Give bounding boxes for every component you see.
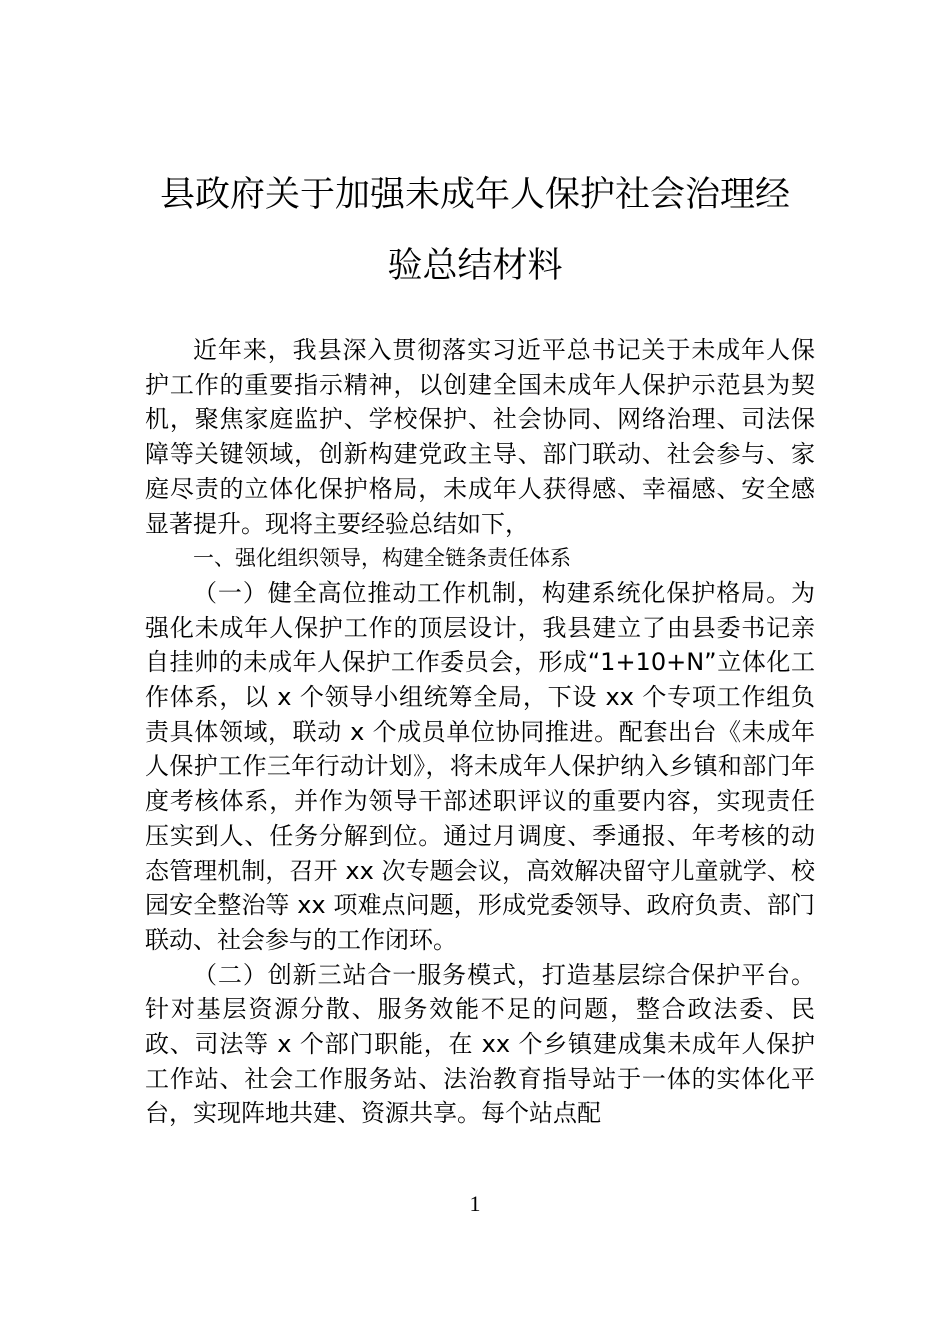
intro-paragraph: 近年来，我县深入贯彻落实习近平总书记关于未成年人保护工作的重要指示精神，以创建全国未成年人保护示范县为契机，聚焦家庭监护、学校保护、社会协同、网络治理、司法保障等关键领域，创新构建党政主导、部门联动、社会参与、家庭尽责的立体化保护格局，未成年人获得感、幸福感、安全感显著提升。现将主要经验总结如下， [145,336,815,538]
document-title-line-2: 验总结材料 [387,246,563,286]
document-title-line-1: 县政府关于加强未成年人保护社会治理经 [159,175,790,215]
subsection-paragraph-2: （二）创新三站合一服务模式，打造基层综合保护平台。针对基层资源分散、服务效能不足的问题，整合政法委、民政、司法等 x 个部门职能，在 xx 个乡镇建成集未成年人保护工作站、社会工作服务站、法治教育指导站于一体的实体化平台，实现阵地共建、资源共享。每个站点配 [145,960,815,1128]
subsection-paragraph-1: （一）健全高位推动工作机制，构建系统化保护格局。为强化未成年人保护工作的顶层设计，我县建立了由县委书记亲自挂帅的未成年人保护工作委员会，形成“1+10+N”立体化工作体系，以 x 个领导小组统筹全局，下设 xx 个专项工作组负责具体领域，联动 x 个成员单位协同推进。配套出台《未成年人保护工作三年行动计划》，将未成年人保护纳入乡镇和部门年度考核体系，并作为领导干部述职评议的重要内容，实现责任压实到人、任务分解到位。通过月调度、季通报、年考核的动态管理机制，召开 xx 次专题会议，高效解决留守儿童就学、校园安全整治等 xx 项难点问题，形成党委领导、政府负责、部门联动、社会参与的工作闭环。 [145,578,815,954]
section-heading-1: 一、强化组织领导，构建全链条责任体系 [193,546,571,571]
document-body [145,333,815,1131]
page-number: 1 [469,1191,481,1216]
